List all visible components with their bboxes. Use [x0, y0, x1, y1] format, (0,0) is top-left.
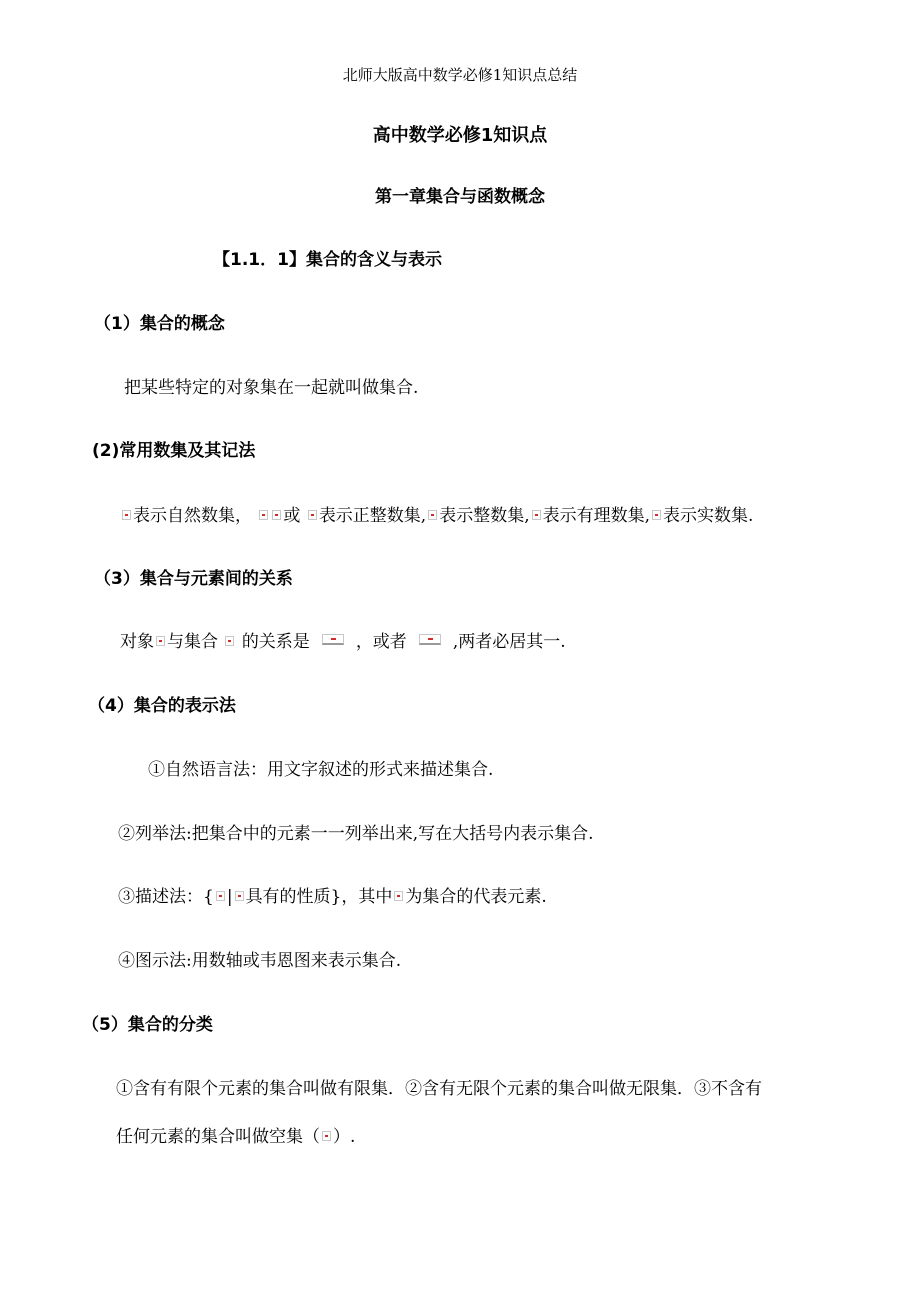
classification-text-2 [116, 1129, 355, 1146]
text-fragment: 具有的性质}，其中 [245, 887, 393, 907]
section-title: 【1.1．1】集合的含义与表示 [213, 250, 442, 270]
method-item-4: ④图示法:用数轴或韦恩图来表示集合. [118, 951, 402, 971]
text-fragment: 表示整数集, [439, 506, 530, 526]
not-belongs-formula-icon [419, 634, 441, 645]
text-fragment: 表示正整数集, [318, 506, 427, 526]
text-fragment: 的关系是 [241, 632, 310, 652]
section-3-heading: （3）集合与元素间的关系 [94, 569, 293, 589]
text-fragment: 表示有理数集, [542, 506, 651, 526]
element-symbol-icon [156, 636, 165, 646]
method-item-3 [118, 889, 547, 906]
empty-set-symbol-icon [322, 1131, 331, 1141]
text-fragment: 对象 [120, 632, 154, 652]
running-header: 北师大版高中数学必修1知识点总结 [342, 66, 578, 84]
chapter-title: 第一章集合与函数概念 [375, 187, 545, 207]
membership-line [120, 634, 566, 651]
section-4-heading: （4）集合的表示法 [88, 696, 236, 716]
text-fragment: ）. [333, 1127, 356, 1147]
rationals-symbol-icon [532, 510, 541, 520]
method-item-2: ②列举法:把集合中的元素一一列举出来,写在大括号内表示集合. [118, 824, 594, 844]
section-2-heading: (2)常用数集及其记法 [92, 441, 256, 461]
method-item-1: ①自然语言法：用文字叙述的形式来描述集合. [148, 760, 494, 780]
classification-text-1: ①含有有限个元素的集合叫做有限集．②含有无限个元素的集合叫做无限集．③不含有 [116, 1079, 762, 1099]
section-1-text: 把某些特定的对象集在一起就叫做集合. [124, 378, 419, 398]
text-fragment: 或 [283, 506, 301, 526]
belongs-formula-icon [322, 634, 344, 645]
text-fragment: 表示自然数集， [133, 506, 252, 526]
text-fragment: | [226, 887, 233, 907]
section-1-heading: （1）集合的概念 [94, 314, 225, 334]
positive-integers-symbol-icon [259, 510, 268, 520]
document-title: 高中数学必修1知识点 [372, 125, 548, 146]
text-fragment: ③描述法：{ [118, 887, 214, 907]
natural-numbers-symbol-icon [122, 510, 131, 520]
reals-symbol-icon [652, 510, 661, 520]
section-5-heading: （5）集合的分类 [82, 1015, 213, 1035]
text-fragment: 任何元素的集合叫做空集（ [116, 1127, 320, 1147]
variable-symbol-icon [394, 891, 403, 901]
text-fragment: 表示实数集. [663, 506, 754, 526]
set-symbol-icon [225, 636, 234, 646]
positive-integers-alt-symbol-icon [308, 510, 317, 520]
text-fragment: 为集合的代表元素. [405, 887, 547, 907]
text-fragment: ，或者 [355, 632, 407, 652]
text-fragment: ,两者必居其一. [452, 632, 566, 652]
superscript-symbol-icon [272, 510, 281, 520]
variable-symbol-icon [235, 891, 244, 901]
text-fragment: 与集合 [167, 632, 218, 652]
number-sets-line [120, 508, 753, 525]
integers-symbol-icon [428, 510, 437, 520]
variable-symbol-icon [216, 891, 225, 901]
